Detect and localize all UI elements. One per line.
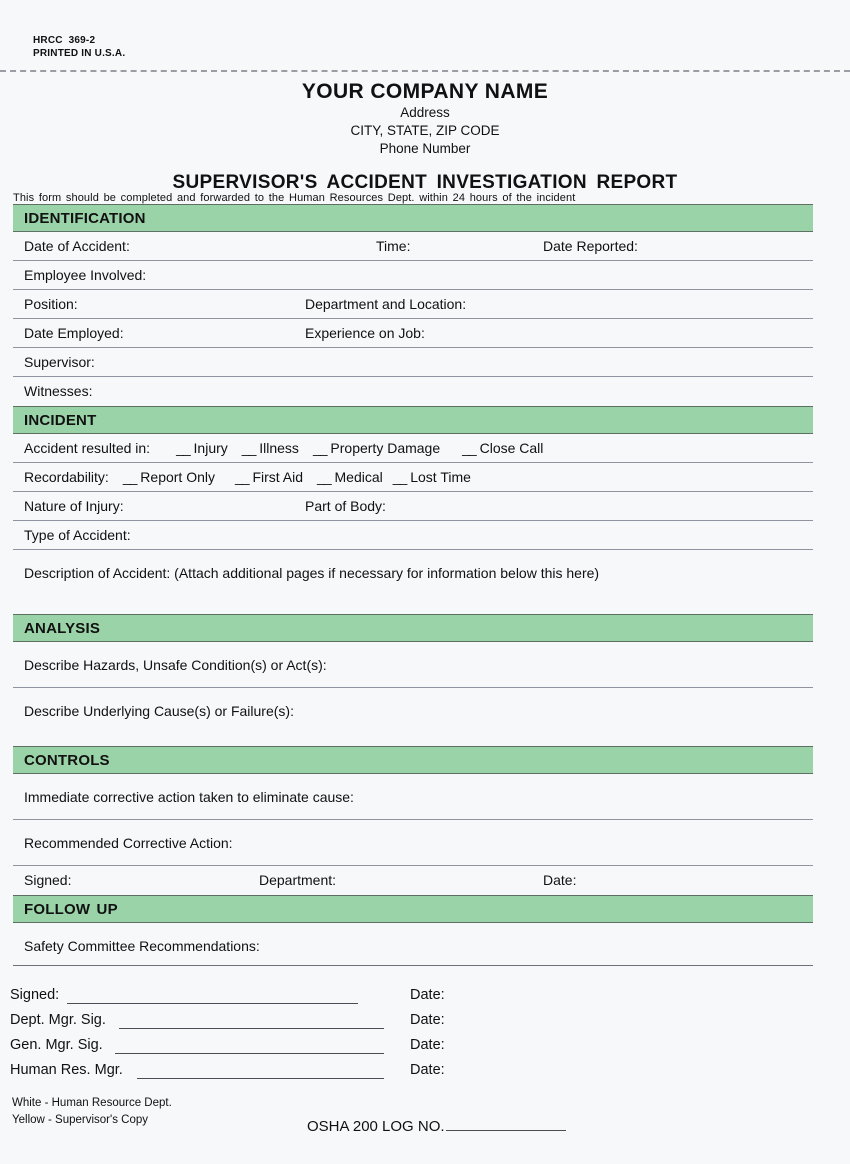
signature-line-dept-mgr[interactable] [119,1028,384,1029]
company-address: Address [400,105,450,120]
checkbox-blank-property-damage[interactable]: __ [312,440,327,456]
label-safety-committee-recommendations: Safety Committee Recommendations: [24,938,260,954]
section-header-identification: IDENTIFICATION [13,204,813,232]
copy-yellow: Yellow - Supervisor's Copy [12,1114,148,1126]
copy-distribution-note [12,1095,172,1129]
checkbox-blank-medical[interactable]: __ [317,469,331,485]
printed-in-label: PRINTED IN U.S.A. [33,48,126,59]
osha-log-no-blank[interactable] [446,1119,566,1131]
signature-line-human-res-mgr[interactable] [137,1078,384,1079]
field-row-immediate-corrective-action[interactable] [13,774,813,820]
field-row-employee-involved[interactable] [13,261,813,290]
signature-line-gen-mgr[interactable] [115,1053,384,1054]
label-type-of-accident: Type of Accident: [24,527,131,543]
label-date-reported: Date Reported: [543,238,638,254]
section-header-controls: CONTROLS [13,746,813,774]
field-row-accident-resulted-in[interactable] [13,434,813,463]
checkbox-blank-illness[interactable]: __ [241,440,256,456]
signature-row-gen-mgr[interactable] [10,1033,650,1058]
choice-label-medical: Medical [334,469,383,485]
choice-label-injury: Injury [193,440,228,456]
checkbox-blank-report-only[interactable]: __ [122,469,137,485]
field-row-supervisor[interactable] [13,348,813,377]
field-row-recommended-corrective-action[interactable] [13,820,813,866]
checkbox-blank-close-call[interactable]: __ [462,440,476,456]
label-signed: Signed: [24,872,72,888]
spacer-before-analysis [13,602,813,614]
label-nature-of-injury: Nature of Injury: [24,498,124,514]
choice-medical[interactable] [317,469,383,485]
signature-row-signed[interactable] [10,983,650,1008]
field-row-date-employed[interactable] [13,319,813,348]
label-date-gen-mgr: Date: [410,1037,445,1053]
field-row-nature-of-injury[interactable] [13,492,813,521]
field-row-safety-committee-recommendations[interactable] [13,923,813,969]
choice-label-first-aid: First Aid [252,469,304,485]
signature-row-human-res-mgr[interactable] [10,1058,650,1083]
label-osha-log-no: OSHA 200 LOG NO. [307,1118,445,1135]
label-recordability: Recordability: [24,469,109,485]
choice-first-aid[interactable] [235,469,303,485]
field-row-witnesses[interactable] [13,377,813,406]
company-name: YOUR COMPANY NAME [301,80,549,103]
signature-line-signed[interactable] [67,1003,358,1004]
choice-report-only[interactable] [123,469,215,485]
signature-row-dept-mgr[interactable] [10,1008,650,1033]
label-recommended-corrective-action: Recommended Corrective Action: [24,835,233,851]
label-supervisor: Supervisor: [24,354,95,370]
section-header-analysis: ANALYSIS [13,614,813,642]
label-witnesses: Witnesses: [24,383,93,399]
copy-white: White - Human Resource Dept. [12,1097,172,1109]
checkbox-blank-lost-time[interactable]: __ [392,469,407,485]
company-phone: Phone Number [379,141,471,156]
form-body [13,204,813,969]
label-signed: Signed: [10,987,60,1003]
label-date-human-res-mgr: Date: [410,1062,445,1078]
form-stub [33,34,125,60]
label-date-of-accident: Date of Accident: [24,238,130,254]
field-row-describe-underlying-cause[interactable] [13,688,813,734]
label-department: Department: [259,872,337,888]
label-describe-hazards: Describe Hazards, Unsafe Condition(s) or Act(s): [24,657,327,673]
choice-lost-time[interactable] [393,469,471,485]
field-row-position[interactable] [13,290,813,319]
label-accident-resulted-in: Accident resulted in: [24,440,151,456]
label-dept-mgr-sig: Dept. Mgr. Sig. [10,1012,106,1028]
label-position: Position: [24,296,78,312]
field-row-date-of-accident[interactable] [13,232,813,261]
label-part-of-body: Part of Body: [305,498,386,514]
form-code: HRCC 369-2 [33,35,96,46]
field-row-type-of-accident[interactable] [13,521,813,550]
field-row-signed-department-date[interactable] [13,866,813,895]
label-immediate-corrective-action: Immediate corrective action taken to eliminate cause: [24,789,354,805]
checkbox-blank-injury[interactable]: __ [176,440,190,456]
tear-off-dashed-line [0,70,850,72]
choice-label-lost-time: Lost Time [410,469,471,485]
checkbox-blank-first-aid[interactable]: __ [235,469,249,485]
choice-illness[interactable] [242,440,299,456]
label-gen-mgr-sig: Gen. Mgr. Sig. [10,1037,103,1053]
label-date-dept-mgr: Date: [410,1012,445,1028]
label-department-and-location: Department and Location: [305,296,467,312]
choice-label-property-damage: Property Damage [330,440,441,456]
label-description-of-accident: Description of Accident: (Attach additional pages if necessary for information below this here) [24,565,600,581]
page-subtitle: This form should be completed and forwarded to the Human Resources Dept. within 24 hours of the incident [13,192,576,204]
choice-close-call[interactable] [462,440,543,456]
signature-section-divider [13,965,813,966]
choice-label-illness: Illness [259,440,299,456]
section-header-incident: INCIDENT [13,406,813,434]
label-date: Date: [543,872,577,888]
field-row-describe-hazards[interactable] [13,642,813,688]
label-date-employed: Date Employed: [24,325,124,341]
label-experience-on-job: Experience on Job: [305,325,425,341]
osha-log-field[interactable] [307,1118,566,1135]
accident-result-choices [150,440,543,456]
choice-label-close-call: Close Call [479,440,544,456]
field-row-description-of-accident[interactable] [13,550,813,602]
recordability-choices [109,469,471,485]
choice-label-report-only: Report Only [140,469,215,485]
signature-block [10,983,650,1083]
label-employee-involved: Employee Involved: [24,267,147,283]
section-header-follow-up: FOLLOW UP [13,895,813,923]
field-row-recordability[interactable] [13,463,813,492]
page-title: SUPERVISOR'S ACCIDENT INVESTIGATION REPORT [172,172,678,193]
company-header [0,80,850,158]
spacer-before-controls [13,734,813,746]
choice-property-damage[interactable] [313,440,440,456]
choice-injury[interactable] [176,440,228,456]
company-city-state-zip: CITY, STATE, ZIP CODE [350,123,500,138]
label-describe-underlying-cause: Describe Underlying Cause(s) or Failure(s): [24,703,294,719]
label-time: Time: [376,238,411,254]
label-human-res-mgr: Human Res. Mgr. [10,1062,123,1078]
label-date-signed: Date: [410,987,445,1003]
